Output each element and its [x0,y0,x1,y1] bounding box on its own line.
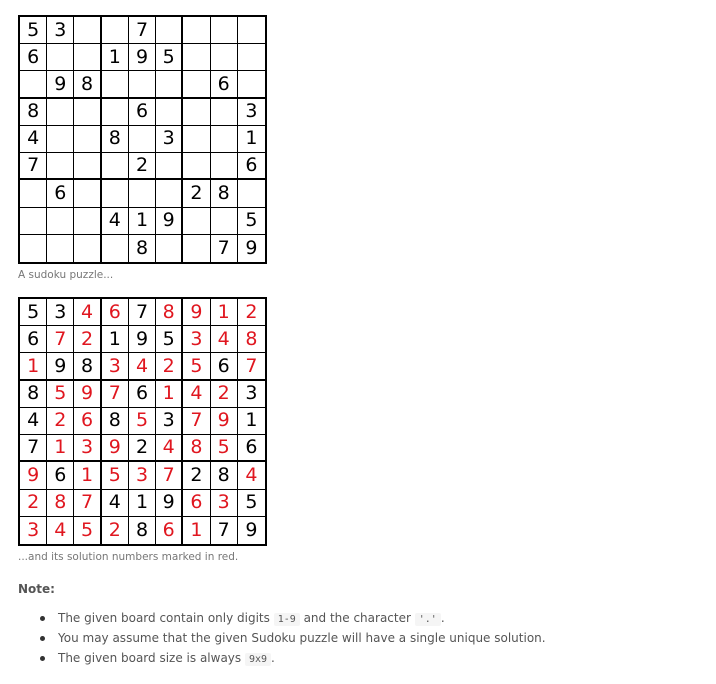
sudoku-cell [156,235,183,262]
sudoku-cell: 7 [129,17,156,44]
sudoku-cell: 9 [20,462,47,489]
sudoku-cell: 5 [238,208,265,235]
sudoku-cell: 4 [211,326,238,353]
sudoku-cell: 7 [211,235,238,262]
sudoku-cell [20,208,47,235]
sudoku-cell: 3 [211,490,238,517]
sudoku-cell [47,126,74,153]
sudoku-cell [183,126,210,153]
sudoku-cell: 4 [156,435,183,462]
sudoku-cell: 8 [20,381,47,408]
sudoku-cell [183,235,210,262]
sudoku-cell: 9 [74,381,101,408]
sudoku-cell [102,153,129,180]
sudoku-cell: 1 [20,353,47,380]
note-list [40,608,546,668]
sudoku-cell [74,126,101,153]
sudoku-cell: 6 [156,517,183,544]
sudoku-cell: 8 [102,408,129,435]
sudoku-cell: 7 [47,326,74,353]
sudoku-cell [129,126,156,153]
sudoku-cell [183,99,210,126]
sudoku-cell: 3 [47,299,74,326]
sudoku-cell [47,235,74,262]
note-text: The given board size is always [58,651,245,665]
sudoku-cell: 8 [74,353,101,380]
sudoku-cell: 6 [47,180,74,207]
sudoku-cell: 7 [20,435,47,462]
sudoku-cell: 8 [102,126,129,153]
sudoku-cell: 2 [238,299,265,326]
sudoku-cell: 2 [129,153,156,180]
sudoku-cell [74,235,101,262]
sudoku-cell: 6 [211,71,238,98]
sudoku-cell: 3 [74,435,101,462]
sudoku-cell [211,153,238,180]
sudoku-cell [156,99,183,126]
sudoku-cell: 9 [129,44,156,71]
sudoku-cell: 8 [156,299,183,326]
sudoku-cell [183,44,210,71]
sudoku-cell [156,17,183,44]
sudoku-cell: 4 [102,208,129,235]
sudoku-cell [74,99,101,126]
sudoku-cell: 9 [156,208,183,235]
sudoku-cell [238,44,265,71]
sudoku-cell: 3 [238,381,265,408]
sudoku-cell: 9 [245,518,258,541]
sudoku-cell: 1 [238,408,265,435]
sudoku-cell [20,180,47,207]
sudoku-cell: 8 [211,180,238,207]
note-text: You may assume that the given Sudoku puzzle will have a single unique solution. [58,631,546,645]
sudoku-cell: 1 [129,490,156,517]
sudoku-cell: 1 [211,299,238,326]
sudoku-cell: 3 [183,326,210,353]
inline-code: 9x9 [245,653,271,666]
note-item [40,608,546,628]
sudoku-cell: 9 [156,490,183,517]
sudoku-cell: 7 [156,462,183,489]
sudoku-cell: 5 [211,435,238,462]
sudoku-cell: 2 [47,408,74,435]
sudoku-cell: 4 [20,126,47,153]
sudoku-cell: 9 [183,299,210,326]
sudoku-cell: 4 [47,517,74,544]
sudoku-cell [102,71,129,98]
sudoku-cell [211,99,238,126]
sudoku-cell [211,44,238,71]
sudoku-cell [238,180,265,207]
sudoku-cell: 2 [183,462,210,489]
sudoku-cell [183,153,210,180]
sudoku-cell: 5 [129,408,156,435]
sudoku-cell: 7 [20,153,47,180]
sudoku-cell: 5 [156,326,183,353]
note-title: Note: [18,582,55,596]
sudoku-cell: 3 [102,353,129,380]
sudoku-cell: 8 [211,462,238,489]
sudoku-cell: 4 [102,490,129,517]
sudoku-cell: 1 [156,381,183,408]
note-item [40,628,546,648]
sudoku-cell [102,99,129,126]
sudoku-cell: 8 [74,71,101,98]
sudoku-cell: 6 [74,408,101,435]
sudoku-cell [183,71,210,98]
sudoku-cell: 7 [129,299,156,326]
sudoku-cell [156,180,183,207]
sudoku-cell [74,17,101,44]
sudoku-cell: 6 [238,153,265,180]
sudoku-cell: 1 [129,208,156,235]
sudoku-cell: 8 [129,517,156,544]
sudoku-cell: 6 [129,381,156,408]
sudoku-cell [47,208,74,235]
sudoku-cell: 4 [129,353,156,380]
sudoku-cell [74,208,101,235]
sudoku-cell: 3 [20,517,47,544]
sudoku-cell: 2 [20,490,47,517]
sudoku-cell: 5 [20,17,47,44]
sudoku-cell: 1 [102,326,129,353]
sudoku-cell: 6 [102,299,129,326]
sudoku-cell [129,71,156,98]
sudoku-cell [74,153,101,180]
sudoku-cell [211,17,238,44]
sudoku-cell: 5 [20,299,47,326]
sudoku-cell: 9 [102,435,129,462]
sudoku-cell [47,44,74,71]
sudoku-cell: 3 [47,17,74,44]
sudoku-cell: 1 [183,517,210,544]
sudoku-cell: 1 [238,126,265,153]
sudoku-cell: 4 [20,408,47,435]
sudoku-cell [238,71,265,98]
sudoku-cell [20,235,47,262]
sudoku-cell: 8 [20,99,47,126]
sudoku-cell: 6 [183,490,210,517]
sudoku-cell: 8 [183,435,210,462]
sudoku-cell [74,44,101,71]
note-text: and the character [299,611,415,625]
sudoku-cell: 9 [245,236,258,259]
sudoku-cell: 7 [238,353,265,380]
sudoku-cell: 4 [74,299,101,326]
sudoku-cell: 2 [211,381,238,408]
sudoku-cell: 5 [74,517,101,544]
sudoku-cell: 9 [47,71,74,98]
sudoku-cell [183,208,210,235]
sudoku-cell: 6 [238,435,265,462]
sudoku-cell: 9 [47,353,74,380]
sudoku-cell: 9 [211,408,238,435]
solution-caption: ...and its solution numbers marked in red. [18,551,239,563]
sudoku-cell: 3 [129,462,156,489]
sudoku-cell: 5 [183,353,210,380]
sudoku-cell: 9 [129,326,156,353]
sudoku-cell [47,99,74,126]
sudoku-cell [102,235,129,262]
sudoku-cell [20,71,47,98]
note-item [40,648,546,668]
sudoku-cell: 7 [102,381,129,408]
sudoku-cell: 4 [238,462,265,489]
sudoku-cell: 2 [129,435,156,462]
note-text: . [271,651,275,665]
sudoku-cell: 8 [129,235,156,262]
sudoku-cell [156,71,183,98]
sudoku-cell: 3 [156,126,183,153]
bullet-icon [40,616,45,621]
sudoku-cell [211,126,238,153]
sudoku-cell [238,17,265,44]
sudoku-cell: 1 [74,462,101,489]
sudoku-cell [129,180,156,207]
sudoku-cell: 7 [74,490,101,517]
bullet-icon [40,656,45,661]
sudoku-cell: 5 [102,462,129,489]
sudoku-cell: 1 [47,435,74,462]
sudoku-cell [211,208,238,235]
sudoku-cell [102,180,129,207]
sudoku-cell: 2 [156,353,183,380]
sudoku-cell: 2 [74,326,101,353]
inline-code: '.' [415,613,441,626]
note-text: The given board contain only digits [58,611,274,625]
sudoku-cell: 5 [47,381,74,408]
sudoku-cell: 6 [129,99,156,126]
sudoku-cell [47,153,74,180]
sudoku-cell: 6 [20,326,47,353]
sudoku-cell [74,180,101,207]
sudoku-cell: 6 [47,462,74,489]
sudoku-cell [102,17,129,44]
sudoku-solution-board [18,297,267,546]
sudoku-puzzle-board [18,15,267,264]
sudoku-cell: 2 [183,180,210,207]
sudoku-cell: 2 [102,517,129,544]
sudoku-cell: 1 [102,44,129,71]
sudoku-cell: 7 [183,408,210,435]
sudoku-cell: 6 [211,353,238,380]
sudoku-cell [156,153,183,180]
inline-code: 1-9 [274,613,300,626]
sudoku-cell: 5 [156,44,183,71]
sudoku-cell: 3 [238,99,265,126]
puzzle-caption: A sudoku puzzle... [18,269,114,281]
sudoku-cell: 6 [20,44,47,71]
sudoku-cell: 7 [211,517,238,544]
sudoku-cell [183,17,210,44]
bullet-icon [40,636,45,641]
note-text: . [440,611,445,625]
sudoku-cell: 4 [183,381,210,408]
sudoku-cell: 8 [238,326,265,353]
sudoku-cell: 3 [156,408,183,435]
sudoku-cell: 5 [238,490,265,517]
sudoku-cell: 8 [47,490,74,517]
